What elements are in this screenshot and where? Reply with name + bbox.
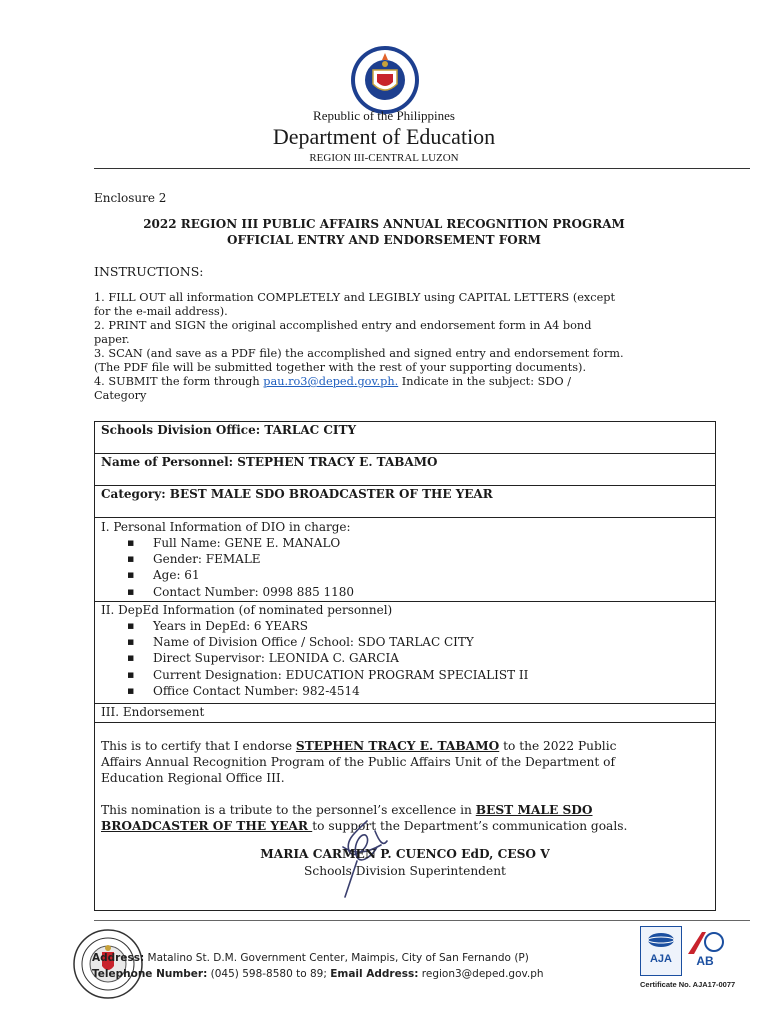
instruction-2-line2: paper. <box>94 333 130 346</box>
personal-info-section <box>95 518 715 602</box>
list-item: ▪ Office Contact Number: 982-4514 <box>127 683 715 699</box>
endorsement-p1-line1 <box>101 738 715 754</box>
section1-label: I. Personal Information of DIO in charge: <box>101 520 351 534</box>
instruction-3-line2: (The PDF file will be submitted together with the rest of your supporting documents). <box>94 361 587 374</box>
instructions-heading: INSTRUCTIONS: <box>94 264 204 279</box>
deped-seal-logo <box>349 44 421 116</box>
list-item: ▪ Current Designation: EDUCATION PROGRAM SPECIALIST II <box>127 667 715 683</box>
section2-list <box>101 618 715 699</box>
list-item: ▪ Name of Division Office / School: SDO TARLAC CITY <box>127 634 715 650</box>
category-emphasis: BEST MALE SDO <box>475 803 593 817</box>
email-value[interactable]: region3@deped.gov.ph <box>418 968 544 980</box>
aja-badge <box>640 926 682 976</box>
list-item: ▪ Age: 61 <box>127 567 715 583</box>
instructions-list <box>94 291 704 403</box>
list-item: ▪ Direct Supervisor: LEONIDA C. GARCIA <box>127 650 715 666</box>
instruction-4-post: Indicate in the subject: SDO / <box>398 375 572 388</box>
instruction-4-pre: 4. SUBMIT the form through <box>94 375 264 388</box>
instruction-4-line2: Category <box>94 389 147 402</box>
signatory-name: MARIA CARMEN P. CUENCO EdD, CESO V <box>260 847 550 861</box>
footer-divider <box>94 920 750 921</box>
jab-badge <box>684 928 726 972</box>
section1-list <box>101 535 715 600</box>
endorse-text: to the 2022 Public <box>499 739 617 753</box>
aja-badge-text: AJA <box>649 953 672 965</box>
endorsement-p2-line1 <box>101 802 715 818</box>
category-row: Category: BEST MALE SDO BROADCASTER OF THE YEAR <box>95 486 715 518</box>
footer-contact-line <box>92 966 544 982</box>
category-emphasis: BROADCASTER OF THE YEAR <box>101 819 313 833</box>
endorsement-body <box>95 723 715 910</box>
endorsement-heading-row <box>95 704 715 723</box>
list-item: ▪ Years in DepEd: 6 YEARS <box>127 618 715 634</box>
deped-info-section <box>95 602 715 704</box>
instruction-4-line1 <box>94 375 704 389</box>
form-title-line1: 2022 REGION III PUBLIC AFFAIRS ANNUAL RECOGNITION PROGRAM <box>143 217 625 231</box>
globe-icon <box>646 931 676 949</box>
endorse-text: to support the Department’s communication goals. <box>312 819 628 833</box>
phone-value: (045) 598-8580 to 89; <box>207 968 331 980</box>
enclosure-label: Enclosure 2 <box>94 191 167 205</box>
republic-text: Republic of the Philippines <box>313 108 455 123</box>
address-value: Matalino St. D.M. Government Center, Maimpis, City of San Fernando (P) <box>144 952 529 964</box>
endorsement-p1-line3: Education Regional Office III. <box>101 771 285 785</box>
list-item: ▪ Gender: FEMALE <box>127 551 715 567</box>
endorse-text: This is to certify that I endorse <box>101 739 296 753</box>
section2-label: II. DepEd Information (of nominated personnel) <box>101 603 393 617</box>
phone-label: Telephone Number: <box>92 968 208 980</box>
instruction-1-line1: 1. FILL OUT all information COMPLETELY and LEGIBLY using CAPITAL LETTERS (except <box>94 291 616 304</box>
header-divider <box>94 168 750 169</box>
list-item: ▪ Full Name: GENE E. MANALO <box>127 535 715 551</box>
personnel-row: Name of Personnel: STEPHEN TRACY E. TABAMO <box>95 454 715 486</box>
entry-form-table <box>94 421 716 911</box>
section3-label: III. Endorsement <box>101 705 205 719</box>
endorse-text: This nomination is a tribute to the personnel’s excellence in <box>101 803 476 817</box>
endorsed-name: STEPHEN TRACY E. TABAMO <box>295 739 500 753</box>
form-title-line2: OFFICIAL ENTRY AND ENDORSEMENT FORM <box>227 233 541 247</box>
jab-mark-icon <box>684 928 726 956</box>
sdo-row: Schools Division Office: TARLAC CITY <box>95 422 715 454</box>
list-item: ▪ Contact Number: 0998 885 1180 <box>127 584 715 600</box>
instruction-1-line2: for the e-mail address). <box>94 305 228 318</box>
endorsement-p1-line2: Affairs Annual Recognition Program of the Public Affairs Unit of the Department of <box>101 755 616 769</box>
email-label: Email Address: <box>330 968 419 980</box>
footer-address-line <box>92 950 529 966</box>
instruction-3-line1: 3. SCAN (and save as a PDF file) the accomplished and signed entry and endorsement form. <box>94 347 624 360</box>
region-text: REGION III-CENTRAL LUZON <box>309 152 459 164</box>
signatory-title: Schools Division Superintendent <box>304 864 506 878</box>
address-label: Address: <box>92 952 145 964</box>
endorsement-p2-line2 <box>101 818 715 834</box>
department-title: Department of Education <box>272 124 496 149</box>
certificate-number: Certificate No. AJA17-0077 <box>640 980 736 989</box>
instruction-2-line1: 2. PRINT and SIGN the original accomplished entry and endorsement form in A4 bond <box>94 319 592 332</box>
jab-badge-text: AB <box>696 954 714 968</box>
submission-email-link[interactable]: pau.ro3@deped.gov.ph. <box>263 375 399 388</box>
